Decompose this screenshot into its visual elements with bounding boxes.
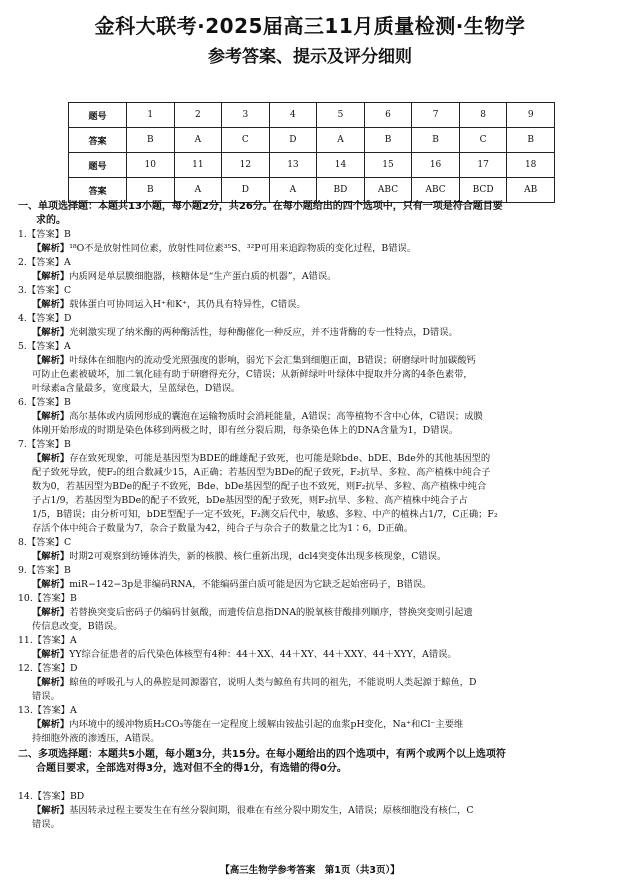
q5-tag: 【解析】 <box>32 355 70 366</box>
q10-tag: 【解析】 <box>32 607 70 618</box>
q7-line-6: 存活个体中纯合子数量为7，杂合子数量为42，纯合子与杂合子的数量之比为1∶6，D正确。 <box>32 523 414 534</box>
q1-explanation <box>32 242 587 255</box>
q6-explanation <box>32 410 587 423</box>
q14-tag: 【解析】 <box>32 805 70 816</box>
answer-table-cell: 17 <box>459 153 507 178</box>
q14-line-2: 错误。 <box>32 819 60 830</box>
answer-table-cell: 15 <box>364 153 412 178</box>
q10-explanation <box>32 606 587 619</box>
q9-tag: 【解析】 <box>32 579 70 590</box>
answer-table-cell: C <box>222 128 270 153</box>
q5-explanation <box>32 354 587 367</box>
section-2-line-1: 二、多项选择题：本题共5小题，每小题3分，共15分。在每小题给出的四个选项中，有两个或两个以上选项符 <box>18 749 506 760</box>
q8-line-1: 时期2可观察到纺锤体消失，新的核膜、核仁重新出现，dcl4突变体出现多核现象，C错误。 <box>69 551 447 562</box>
q13-line-1: 内环境中的缓冲物质H₂CO₃等能在一定程度上缓解由铵盐引起的血浆pH变化，Na⁺和Cl⁻主要维 <box>69 719 464 730</box>
q2-explanation <box>32 270 587 283</box>
q6-line-2: 体刚开始形成的时期是染色体移到两极之时，即有丝分裂后期，每条染色体上的DNA含量为1，D错误。 <box>32 425 459 436</box>
answer-table <box>68 102 555 203</box>
q7-line-5: 1/5，B错误；由分析可知，bDE型配子一定不致死，F₂测交后代中，敏感、多粒、中产的植株占1/7，C正确；F₂ <box>32 509 498 520</box>
answer-table-cell: 18 <box>507 153 555 178</box>
answer-table-cell: 16 <box>412 153 460 178</box>
answer-table-cell: 7 <box>412 103 460 128</box>
answer-table-cell: 8 <box>459 103 507 128</box>
answer-table-cell: AB <box>507 178 555 203</box>
answer-table-row-label: 答案 <box>69 178 127 203</box>
q5-line-2: 可防止色素被破坏，加二氧化硅有助于研磨得充分，C错误；从新鲜绿叶叶绿体中提取并分离的4条色素带， <box>32 369 473 380</box>
q4-explanation <box>32 326 587 339</box>
answer-table-row <box>69 103 555 128</box>
q7-answer: 7.【答案】B <box>18 439 71 450</box>
q13-answer: 13.【答案】A <box>18 705 77 716</box>
q12-tag: 【解析】 <box>32 677 70 688</box>
q13-tag: 【解析】 <box>32 719 70 730</box>
section-1-line-2: 求的。 <box>36 215 66 226</box>
q13-explanation <box>32 718 587 731</box>
answer-table-cell: B <box>364 128 412 153</box>
q1-line-1: ¹⁸O不是放射性同位素，放射性同位素³⁵S、³²P可用来追踪物质的变化过程，B错误。 <box>69 243 417 254</box>
answer-table-cell: 1 <box>127 103 175 128</box>
answer-table-cell: A <box>317 128 365 153</box>
answer-table-cell: BCD <box>459 178 507 203</box>
q14-answer: 14.【答案】BD <box>18 791 85 802</box>
answer-table-row-label: 答案 <box>69 128 127 153</box>
answer-table-cell: D <box>222 178 270 203</box>
q1-answer: 1.【答案】B <box>18 229 71 240</box>
answer-table-cell: B <box>127 128 175 153</box>
q3-explanation <box>32 298 587 311</box>
q11-answer: 11.【答案】A <box>18 635 77 646</box>
answer-table-cell: 4 <box>269 103 317 128</box>
answer-table-cell: A <box>269 178 317 203</box>
q13-line-2: 持细胞外液的渗透压，A错误。 <box>32 733 160 744</box>
answer-table-cell: BD <box>317 178 365 203</box>
q4-line-1: 光刺激实现了纳米酶的两种酶活性，每种酶催化一种反应，并不违背酶的专一性特点，D错误。 <box>69 327 458 338</box>
q7-line-1: 存在致死现象，可能是基因型为BDE的雌雄配子致死，也可能是除bde、bDE、Bde外的其他基因型的 <box>69 453 491 464</box>
q2-answer: 2.【答案】A <box>18 257 71 268</box>
section-2-heading <box>18 748 578 776</box>
q14-explanation <box>32 804 587 817</box>
q7-line-4: 子占1/9，若基因型为BDe的配子不致死，bDe基因型的配子致死，则F₂抗旱、多粒、高产植株中纯合子占 <box>32 495 468 506</box>
section-2-line-2: 合题目要求，全部选对得3分，选对但不全的得1分，有选错的得0分。 <box>36 763 347 774</box>
q7-line-3: 数为0，若基因型为BDe的配子不致死，Bde、bDe基因型的配子也不致死，则F₂抗旱、多粒、高产植株中纯合 <box>32 481 487 492</box>
answer-table-cell: 11 <box>174 153 222 178</box>
answer-table-row-label: 题号 <box>69 153 127 178</box>
q12-line-1: 鲸鱼的呼吸孔与人的鼻腔是同源器官，说明人类与鲸鱼有共同的祖先，不能说明人类起源于鲸鱼，D <box>69 677 477 688</box>
document-subtitle: 参考答案、提示及评分细则 <box>208 47 412 67</box>
q9-explanation <box>32 578 587 591</box>
answer-table-row <box>69 153 555 178</box>
q3-tag: 【解析】 <box>32 299 70 310</box>
q10-line-2: 传信息改变，B错误。 <box>32 621 123 632</box>
answer-table-cell: 2 <box>174 103 222 128</box>
answer-table-cell: B <box>507 128 555 153</box>
q14-line-1: 基因转录过程主要发生在有丝分裂间期，很难在有丝分裂中期发生，A错误；原核细胞没有核仁，C <box>69 805 474 816</box>
q5-line-3: 叶绿素a含量最多，宽度最大，呈蓝绿色，D错误。 <box>32 383 241 394</box>
page-footer: 【高三生物学参考答案 第1页（共3页）】 <box>220 865 400 876</box>
q2-tag: 【解析】 <box>32 271 70 282</box>
answer-table-cell: ABC <box>412 178 460 203</box>
answer-table-cell: 3 <box>222 103 270 128</box>
answer-table-cell: 5 <box>317 103 365 128</box>
q9-answer: 9.【答案】B <box>18 565 71 576</box>
answer-table-cell: 13 <box>269 153 317 178</box>
answer-table-row-label: 题号 <box>69 103 127 128</box>
q8-tag: 【解析】 <box>32 551 70 562</box>
document-title: 金科大联考·2025届高三11月质量检测·生物学 <box>94 14 526 38</box>
q7-line-2: 配子致死导致，使F₂的组合数减少15，A正确；若基因型为BDe的配子致死，F₂抗旱、多粒、高产植株中纯合子 <box>32 467 491 478</box>
q6-answer: 6.【答案】B <box>18 397 71 408</box>
q8-answer: 8.【答案】C <box>18 537 72 548</box>
answer-table-cell: ABC <box>364 178 412 203</box>
answer-table-cell: 10 <box>127 153 175 178</box>
answer-table-cell: C <box>459 128 507 153</box>
q12-answer: 12.【答案】D <box>18 663 78 674</box>
q8-explanation <box>32 550 587 563</box>
q7-tag: 【解析】 <box>32 453 70 464</box>
q6-line-1: 高尔基体或内质网形成的囊泡在运输物质时会消耗能量，A错误；高等植物不含中心体，C错误；成膜 <box>69 411 483 422</box>
q3-line-1: 载体蛋白可协同运入H⁺和K⁺，其仍具有特异性，C错误。 <box>69 299 306 310</box>
q5-answer: 5.【答案】A <box>18 341 71 352</box>
section-1-line-1: 一、单项选择题：本题共13小题，每小题2分，共26分。在每小题给出的四个选项中，只有一项是符合题目要 <box>18 201 503 212</box>
q7-explanation <box>32 452 587 465</box>
q2-line-1: 内质网是单层膜细胞器，核糖体是“生产蛋白质的机器”，A错误。 <box>69 271 337 282</box>
q6-tag: 【解析】 <box>32 411 70 422</box>
q10-answer: 10.【答案】B <box>18 593 77 604</box>
section-1-heading <box>18 200 578 228</box>
answer-table-cell: 12 <box>222 153 270 178</box>
answer-table-cell: 9 <box>507 103 555 128</box>
q11-tag: 【解析】 <box>32 649 70 660</box>
q1-tag: 【解析】 <box>32 243 70 254</box>
answer-table-cell: 6 <box>364 103 412 128</box>
q9-line-1: miR−142−3p是非编码RNA，不能编码蛋白质可能是因为它缺乏起始密码子，B错误。 <box>69 579 432 590</box>
answer-table-cell: 14 <box>317 153 365 178</box>
answer-table-row <box>69 128 555 153</box>
answer-table-cell: A <box>174 178 222 203</box>
q5-line-1: 叶绿体在细胞内的流动受光照强度的影响，弱光下会汇集到细胞正面，B错误；研磨绿叶时加碳酸钙 <box>69 355 476 366</box>
q3-answer: 3.【答案】C <box>18 285 72 296</box>
answer-table-cell: A <box>174 128 222 153</box>
answer-table-cell: D <box>269 128 317 153</box>
q4-answer: 4.【答案】D <box>18 313 72 324</box>
answer-table-cell: B <box>412 128 460 153</box>
q10-line-1: 若替换突变后密码子仍编码甘氨酸，而遗传信息指DNA的脱氧核苷酸排列顺序，替换突变则引起遗 <box>69 607 473 618</box>
q11-explanation <box>32 648 587 661</box>
answer-table-row <box>69 178 555 203</box>
q12-line-2: 错误。 <box>32 691 60 702</box>
answer-table-cell: B <box>127 178 175 203</box>
q12-explanation <box>32 676 587 689</box>
q4-tag: 【解析】 <box>32 327 70 338</box>
q11-line-1: YY综合征患者的后代染色体核型有4种：44＋XX、44＋XY、44＋XXY、44＋XYY，A错误。 <box>69 649 457 660</box>
